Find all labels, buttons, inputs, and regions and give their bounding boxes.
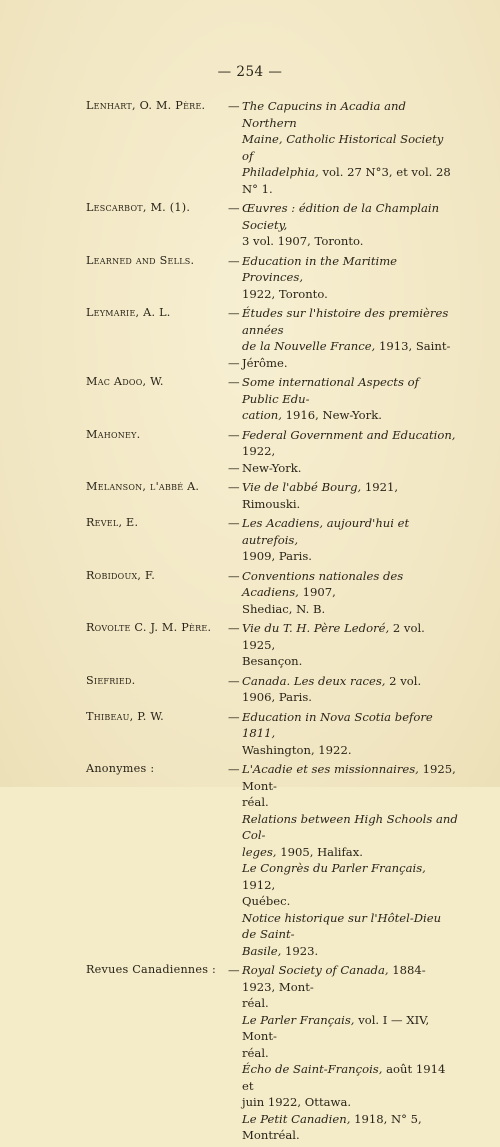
entry-author: Revel, E. [86,516,139,529]
bibliography-entry [86,568,458,618]
entry-dash [228,407,242,424]
bibliography-entry [86,709,458,759]
entry-dash [228,286,242,303]
work-details: New-York. [242,460,302,475]
work-details: 1925, Mont- [242,762,456,793]
entry-dash: — [228,306,240,320]
bibliography-entry [86,515,458,565]
entry-author: Anonymes : [86,762,155,775]
work-title: Philadelphia, [242,165,319,179]
entry-dash: — [228,673,240,688]
work-line [228,1012,458,1045]
work-details: Shediac, N. B. [242,601,326,616]
entry-dash: — [228,963,240,977]
bibliography-entry [86,761,458,959]
work-details: août 1914 et [242,1062,446,1093]
work-line [228,164,458,197]
work-line [228,995,458,1012]
work-details: 1907, [302,585,336,599]
work-details: réal. [242,795,269,809]
work-details: 3 vol. 1907, Toronto. [242,234,364,248]
work-details: réal. [242,1045,269,1060]
entry-dash: — [228,516,240,530]
entry-works [228,515,458,565]
work-line [228,943,458,960]
work-title: Le Congrès du Parler Français, [242,861,426,875]
work-details: 1909, Paris. [242,549,312,563]
work-line [228,1061,458,1094]
entry-dash [228,601,242,618]
entry-dash: — [228,709,240,724]
entry-author: Lescarbot, M. (1). [86,201,191,214]
work-line [228,620,458,653]
work-line [228,1094,458,1111]
entry-dash [228,164,242,197]
work-line [228,860,458,893]
work-title: Canada. Les deux races, [242,673,386,688]
entry-dash: — [228,253,240,268]
entry-author: Learned and Sells. [86,253,195,267]
work-details: Jérôme. [242,355,288,370]
work-line [228,910,458,943]
work-details: réal. [242,996,269,1010]
work-details: Washington, 1922. [242,742,352,757]
work-details: 1913, Saint- [378,339,451,353]
entry-author: Rovolte C. J. M. Père. [86,621,212,634]
entry-dash [228,131,242,164]
work-line [228,131,458,164]
work-details: Québec. [242,894,291,908]
entry-dash [228,1061,242,1094]
work-title: Les Acadiens, aujourd'hui et autrefois, [242,516,410,547]
work-title: Education in the Maritime Provinces, [242,253,398,284]
work-line [228,407,458,424]
entry-works [228,962,458,1144]
entry-author: Lenhart, O. M. Père. [86,99,206,112]
entry-works [228,709,458,759]
entry-author: Mahoney. [86,427,141,441]
entry-dash [228,1045,242,1062]
entry-works [228,479,458,512]
work-title: Études sur l'histoire des premières années [242,306,449,337]
bibliography-entry [86,98,458,197]
bibliography-entry [86,620,458,670]
work-details: 1905, Halifax. [280,844,363,859]
work-line [228,253,458,286]
work-title: Education in Nova Scotia before 1811, [242,709,433,740]
entry-dash [228,338,242,355]
work-line [228,761,458,794]
entry-dash: — [228,568,240,583]
work-details: 2 vol. 1925, [242,621,425,652]
work-details: 1918, N° 5, Montréal. [242,1111,422,1142]
entry-works [228,673,458,706]
work-line [228,742,458,759]
entry-author: Thibeau, P. W. [86,709,164,723]
page-number: — 254 — [217,64,283,80]
work-line [228,1045,458,1062]
entry-dash: — [228,480,240,494]
work-details: vol. 27 N°3, et vol. 28 N° 1. [242,165,451,196]
entry-dash [228,1012,242,1045]
entry-works [228,253,458,303]
bibliography-entry [86,479,458,512]
entry-dash [228,742,242,759]
work-line [228,460,458,477]
work-title: L'Acadie et ses missionnaires, [242,762,419,776]
work-line [228,338,458,355]
entry-dash [228,653,242,670]
entry-dash: — [228,375,240,389]
entry-author: Siefried. [86,673,136,687]
work-line [228,233,458,250]
work-title: Relations between High Schools and Col- [242,811,458,842]
entry-works [228,568,458,618]
work-title: de la Nouvelle France, [242,339,376,353]
work-title: Le Parler Français, [242,1012,355,1027]
work-line [228,427,458,460]
work-title: Basile, [242,943,282,958]
work-line [228,653,458,670]
work-line [228,374,458,407]
work-details: 1923. [285,943,319,958]
entry-works [228,427,458,477]
entry-dash [228,1094,242,1111]
work-line [228,794,458,811]
bibliography-entry [86,305,458,371]
work-title: Federal Government and Education, [242,427,456,442]
work-line [228,515,458,548]
entry-dash: — [228,621,240,635]
work-line [228,286,458,303]
entry-works [228,98,458,197]
entry-dash [228,995,242,1012]
bibliography-entry [86,253,458,303]
entry-dash [228,794,242,811]
work-line [228,200,458,233]
work-title: cation, [242,408,282,422]
work-line [228,844,458,861]
work-title: leges, [242,844,277,859]
entry-works [228,200,458,250]
bibliography-entry [86,962,458,1144]
bibliography-list [86,98,458,1147]
work-line [228,893,458,910]
work-title: Vie du T. H. Père Ledoré, [242,621,390,635]
work-details: Besançon. [242,654,303,668]
work-details: 1922, [242,444,276,458]
bibliography-entry [86,673,458,706]
work-title: Écho de Saint-François, [242,1062,383,1076]
work-details: 1912, [242,877,276,892]
work-details: 1922, Toronto. [242,286,328,301]
entry-author: Revues Canadiennes : [86,963,217,976]
work-line [228,962,458,995]
entry-dash [228,860,242,893]
work-title: The Capucins in Acadia and Northern [242,99,406,130]
work-line [228,568,458,601]
bibliography-entry [86,427,458,477]
entry-dash [228,910,242,943]
work-line [228,548,458,565]
entry-dash [228,844,242,861]
entry-dash: — [228,427,240,442]
work-details: 1921, Rimouski. [242,480,399,511]
entry-dash: — [228,460,240,475]
work-line [228,479,458,512]
work-details: 2 vol. 1906, Paris. [242,673,422,704]
bibliography-entry [86,374,458,424]
entry-works [228,305,458,371]
work-line [228,709,458,742]
work-title: Œuvres : édition de la Champlain Society, [242,201,440,232]
entry-dash: — [228,355,240,370]
work-line [228,601,458,618]
bibliography-entry [86,200,458,250]
work-line [228,811,458,844]
entry-author: Leymarie, A. L. [86,306,171,319]
entry-author: Mac Adoo, W. [86,375,164,388]
entry-author: Melanson, l'abbé A. [86,480,200,493]
work-details: 1884-1923, Mont- [242,963,426,994]
entry-dash: — [228,99,240,113]
entry-dash [228,893,242,910]
work-title: Le Petit Canadien, [242,1111,351,1126]
work-title: Maine, Catholic Historical Society of [242,132,444,163]
work-title: Some international Aspects of Public Edu- [242,375,419,406]
work-details: 1916, New-York. [285,408,382,422]
work-line [228,98,458,131]
entry-works [228,374,458,424]
entry-works [228,761,458,959]
entry-author: Robidoux, F. [86,568,156,582]
entry-dash [228,943,242,960]
entry-dash [228,811,242,844]
work-line [228,305,458,338]
work-line [228,1111,458,1144]
work-title: Conventions nationales des Acadiens, [242,568,404,599]
work-title: Notice historique sur l'Hôtel-Dieu de Saint- [242,910,442,941]
work-title: Vie de l'abbé Bourg, [242,480,362,494]
entry-dash [228,548,242,565]
entry-dash [228,1111,242,1144]
entry-dash [228,233,242,250]
work-line [228,355,458,372]
entry-works [228,620,458,670]
work-line [228,673,458,706]
work-details: vol. I — XIV, Mont- [242,1012,430,1043]
entry-dash: — [228,762,240,776]
entry-dash: — [228,201,240,215]
work-details: juin 1922, Ottawa. [242,1095,352,1109]
work-title: Royal Society of Canada, [242,963,389,977]
